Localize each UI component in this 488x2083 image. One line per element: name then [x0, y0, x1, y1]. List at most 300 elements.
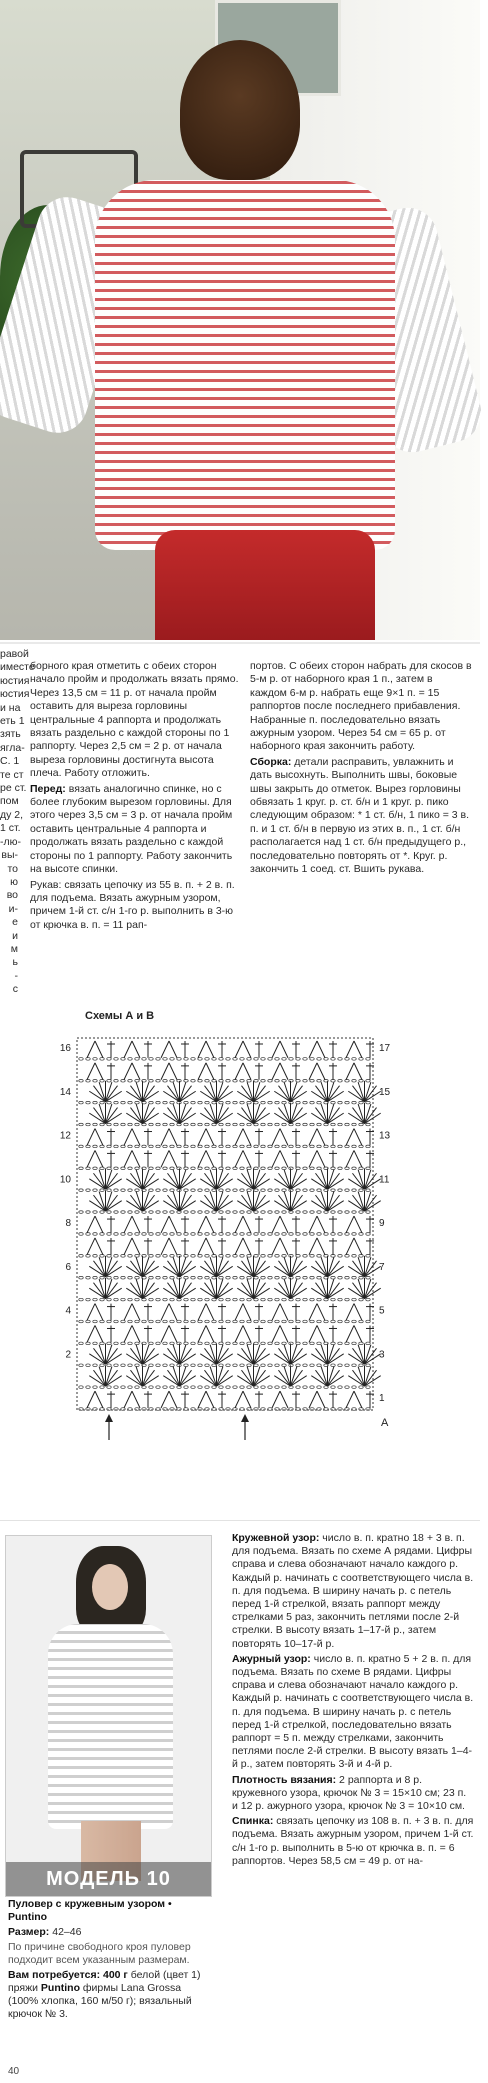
chain-stitch-mark — [331, 1145, 335, 1148]
v-stitch-mark — [309, 1304, 317, 1321]
chain-stitch-mark — [352, 1145, 356, 1148]
chain-stitch-mark — [240, 1145, 244, 1148]
chain-stitch-mark — [86, 1123, 90, 1126]
fan-stitch-mark — [278, 1283, 290, 1299]
chain-stitch-mark — [366, 1211, 370, 1214]
v-stitch-mark — [272, 1150, 280, 1167]
chain-stitch-mark — [366, 1320, 370, 1323]
fan-stitch-mark — [365, 1283, 377, 1299]
v-stitch-mark — [317, 1238, 325, 1255]
chain-stitch-mark — [184, 1298, 188, 1301]
fan-stitch-mark — [93, 1086, 105, 1102]
fan-stitch-mark — [93, 1348, 105, 1364]
fan-stitch-mark — [365, 1370, 377, 1386]
fan-stitch-mark — [352, 1370, 364, 1386]
chain-stitch-mark — [135, 1364, 139, 1367]
chain-stitch-mark — [121, 1101, 125, 1104]
fan-stitch-mark — [143, 1283, 155, 1299]
chain-stitch-mark — [198, 1364, 202, 1367]
v-stitch-mark — [198, 1304, 206, 1321]
chain-stitch-mark — [163, 1320, 167, 1323]
fan-stitch-mark — [328, 1173, 340, 1189]
chain-stitch-mark — [135, 1255, 139, 1258]
v-stitch-mark — [235, 1391, 243, 1408]
chain-stitch-mark — [324, 1255, 328, 1258]
fan-stitch-mark — [93, 1283, 105, 1299]
chain-stitch-mark — [212, 1079, 216, 1082]
chain-stitch-mark — [310, 1145, 314, 1148]
chain-stitch-mark — [142, 1189, 146, 1192]
fan-stitch-mark — [180, 1283, 192, 1299]
chain-stitch-mark — [191, 1342, 195, 1345]
fan-stitch-mark — [217, 1173, 229, 1189]
chain-stitch-mark — [142, 1167, 146, 1170]
chain-stitch-mark — [366, 1276, 370, 1279]
chain-stitch-mark — [254, 1276, 258, 1279]
chain-stitch-mark — [345, 1167, 349, 1170]
chain-stitch-mark — [261, 1145, 265, 1148]
chain-stitch-mark — [331, 1079, 335, 1082]
model-hair — [180, 40, 300, 180]
fan-stitch-mark — [130, 1086, 142, 1102]
chain-stitch-mark — [282, 1145, 286, 1148]
v-stitch-mark — [132, 1063, 140, 1080]
chain-stitch-mark — [345, 1255, 349, 1258]
chain-stitch-mark — [212, 1211, 216, 1214]
v-stitch-mark — [198, 1063, 206, 1080]
v-stitch-mark — [161, 1325, 169, 1342]
chain-stitch-mark — [261, 1101, 265, 1104]
chain-stitch-mark — [352, 1189, 356, 1192]
back-piece-text: связать цепочку из 108 в. п. + 3 в. п. для подъема. Вязать ажурным узором, причем 1-й ст. с/н 1-го р. выполнить в 5-ю от крючка в. п. = 6 раппортов. Через 58,5 см = 49 р. от на- — [232, 1815, 474, 1867]
repeat-arrowhead — [241, 1414, 249, 1422]
chain-stitch-mark — [212, 1145, 216, 1148]
v-stitch-mark — [272, 1129, 280, 1146]
fan-stitch-mark — [180, 1370, 192, 1386]
chain-stitch-mark — [275, 1276, 279, 1279]
chain-stitch-mark — [310, 1058, 314, 1061]
fan-stitch-mark — [291, 1108, 303, 1124]
gauge-label: Плотность вязания: — [232, 1773, 337, 1786]
chain-stitch-mark — [240, 1101, 244, 1104]
cropped-fragment: юстия — [0, 688, 30, 701]
chain-stitch-mark — [289, 1233, 293, 1236]
chain-stitch-mark — [86, 1145, 90, 1148]
fan-stitch-mark — [278, 1348, 290, 1364]
fan-stitch-mark — [167, 1195, 179, 1211]
v-stitch-mark — [346, 1063, 354, 1080]
fan-stitch-mark — [241, 1195, 253, 1211]
chain-stitch-mark — [338, 1101, 342, 1104]
chain-stitch-mark — [198, 1101, 202, 1104]
chain-stitch-mark — [240, 1167, 244, 1170]
v-stitch-mark — [317, 1304, 325, 1321]
chain-stitch-mark — [163, 1364, 167, 1367]
v-stitch-mark — [169, 1391, 177, 1408]
stitch-instructions — [232, 1532, 474, 1870]
chain-stitch-mark — [317, 1342, 321, 1345]
v-stitch-mark — [169, 1325, 177, 1342]
chain-stitch-mark — [191, 1189, 195, 1192]
chain-stitch-mark — [142, 1123, 146, 1126]
chain-stitch-mark — [135, 1123, 139, 1126]
chain-stitch-mark — [107, 1167, 111, 1170]
chain-stitch-mark — [331, 1255, 335, 1258]
chain-stitch-mark — [156, 1408, 160, 1411]
chain-stitch-mark — [303, 1342, 307, 1345]
chain-stitch-mark — [100, 1408, 104, 1411]
chain-stitch-mark — [345, 1386, 349, 1389]
row-number-left: 8 — [65, 1218, 71, 1230]
chain-stitch-mark — [191, 1058, 195, 1061]
v-stitch-mark — [243, 1238, 251, 1255]
chain-stitch-mark — [359, 1079, 363, 1082]
fan-stitch-mark — [328, 1283, 340, 1299]
chain-stitch-mark — [261, 1255, 265, 1258]
chain-stitch-mark — [226, 1189, 230, 1192]
chain-stitch-mark — [156, 1211, 160, 1214]
chain-stitch-mark — [93, 1101, 97, 1104]
chain-stitch-mark — [352, 1320, 356, 1323]
chain-stitch-mark — [296, 1123, 300, 1126]
chain-stitch-mark — [303, 1058, 307, 1061]
chain-stitch-mark — [254, 1211, 258, 1214]
v-stitch-mark — [272, 1041, 280, 1058]
chain-stitch-mark — [177, 1145, 181, 1148]
chain-stitch-mark — [233, 1211, 237, 1214]
chain-stitch-mark — [219, 1167, 223, 1170]
fan-stitch-mark — [352, 1195, 364, 1211]
v-stitch-mark — [309, 1041, 317, 1058]
chain-stitch-mark — [86, 1167, 90, 1170]
v-stitch-mark — [198, 1041, 206, 1058]
chain-stitch-mark — [107, 1101, 111, 1104]
fan-stitch-mark — [167, 1348, 179, 1364]
chain-stitch-mark — [156, 1145, 160, 1148]
chain-stitch-mark — [219, 1255, 223, 1258]
chain-stitch-mark — [93, 1233, 97, 1236]
cropped-fragment: ду 2, — [0, 808, 24, 821]
fan-stitch-mark — [254, 1108, 266, 1124]
chain-stitch-mark — [93, 1255, 97, 1258]
chain-stitch-mark — [198, 1276, 202, 1279]
v-stitch-mark — [354, 1150, 362, 1167]
chain-stitch-mark — [219, 1364, 223, 1367]
v-stitch-mark — [243, 1041, 251, 1058]
chain-stitch-mark — [240, 1255, 244, 1258]
fan-stitch-mark — [291, 1086, 303, 1102]
chain-stitch-mark — [261, 1364, 265, 1367]
chain-stitch-mark — [261, 1079, 265, 1082]
chain-stitch-mark — [205, 1342, 209, 1345]
chain-stitch-mark — [156, 1342, 160, 1345]
chain-stitch-mark — [93, 1320, 97, 1323]
v-stitch-mark — [124, 1041, 132, 1058]
assembly-label: Сборка: — [250, 755, 292, 768]
chain-stitch-mark — [240, 1386, 244, 1389]
v-stitch-mark — [354, 1325, 362, 1342]
chain-stitch-mark — [317, 1079, 321, 1082]
chain-stitch-mark — [128, 1276, 132, 1279]
chain-stitch-mark — [254, 1386, 258, 1389]
chain-stitch-mark — [240, 1211, 244, 1214]
fan-stitch-mark — [204, 1261, 216, 1277]
fan-stitch-mark — [167, 1086, 179, 1102]
chain-stitch-mark — [359, 1145, 363, 1148]
chain-stitch-mark — [352, 1276, 356, 1279]
chain-stitch-mark — [163, 1189, 167, 1192]
cropped-fragment: -лю- — [0, 835, 21, 848]
fan-stitch-mark — [254, 1173, 266, 1189]
chain-stitch-mark — [345, 1058, 349, 1061]
chain-stitch-mark — [177, 1233, 181, 1236]
size-line — [8, 1926, 213, 1939]
chain-stitch-mark — [324, 1233, 328, 1236]
divider — [0, 1520, 480, 1521]
chain-stitch-mark — [149, 1255, 153, 1258]
chain-stitch-mark — [310, 1079, 314, 1082]
fan-stitch-mark — [241, 1261, 253, 1277]
v-stitch-mark — [243, 1304, 251, 1321]
chain-stitch-mark — [345, 1320, 349, 1323]
chain-stitch-mark — [142, 1320, 146, 1323]
v-stitch-mark — [161, 1063, 169, 1080]
fan-stitch-mark — [93, 1370, 105, 1386]
v-stitch-mark — [309, 1238, 317, 1255]
chain-stitch-mark — [261, 1276, 265, 1279]
chain-stitch-mark — [254, 1364, 258, 1367]
pattern-title — [8, 1898, 213, 1924]
fan-stitch-mark — [328, 1261, 340, 1277]
chain-stitch-mark — [205, 1276, 209, 1279]
chain-stitch-mark — [317, 1276, 321, 1279]
chain-stitch-mark — [212, 1101, 216, 1104]
v-stitch-mark — [95, 1129, 103, 1146]
chain-stitch-mark — [233, 1298, 237, 1301]
chain-stitch-mark — [184, 1189, 188, 1192]
chain-stitch-mark — [170, 1101, 174, 1104]
fan-stitch-mark — [352, 1261, 364, 1277]
chain-stitch-mark — [135, 1342, 139, 1345]
chain-stitch-mark — [317, 1123, 321, 1126]
chain-stitch-mark — [107, 1298, 111, 1301]
chain-stitch-mark — [79, 1101, 83, 1104]
chain-stitch-mark — [121, 1233, 125, 1236]
v-stitch-mark — [95, 1238, 103, 1255]
fan-stitch-mark — [365, 1086, 377, 1102]
paragraph-sleeve-continued: портов. С обеих сторон набрать для скосов в 5-м р. от наборного края 1 п., затем в каждом 6-м р. набрать еще 9×1 п. = 15 раппортов после последнего прибавления. Набранные п. последовательно вязать ажурным узором. Через 54 см = 65 р. от наборного края закончить работу. — [250, 660, 472, 753]
chain-stitch-mark — [170, 1167, 174, 1170]
v-stitch-mark — [198, 1325, 206, 1342]
chain-stitch-mark — [163, 1123, 167, 1126]
v-stitch-mark — [87, 1304, 95, 1321]
chain-stitch-mark — [331, 1386, 335, 1389]
chain-stitch-mark — [170, 1364, 174, 1367]
v-stitch-mark — [169, 1129, 177, 1146]
chain-stitch-mark — [93, 1276, 97, 1279]
size-note: По причине свободного кроя пуловер подходит всем указанным размерам. — [8, 1941, 191, 1966]
chain-stitch-mark — [233, 1233, 237, 1236]
chain-stitch-mark — [352, 1211, 356, 1214]
chain-stitch-mark — [303, 1386, 307, 1389]
chain-stitch-mark — [338, 1145, 342, 1148]
chain-stitch-mark — [282, 1189, 286, 1192]
chain-stitch-mark — [282, 1298, 286, 1301]
chain-stitch-mark — [121, 1189, 125, 1192]
chain-stitch-mark — [275, 1255, 279, 1258]
fan-stitch-mark — [106, 1195, 118, 1211]
chain-stitch-mark — [114, 1233, 118, 1236]
chain-stitch-mark — [86, 1189, 90, 1192]
cropped-fragment: во — [6, 889, 18, 902]
divider — [0, 642, 480, 644]
v-stitch-mark — [95, 1150, 103, 1167]
gauge-text: 2 раппорта и 8 р. кружевного узора, крючок № 3 = 15×10 см; 23 п. и 12 р. ажурного узора, крючок № 3 = 10×10 см. — [232, 1773, 467, 1813]
chain-stitch-mark — [359, 1123, 363, 1126]
chain-stitch-mark — [128, 1255, 132, 1258]
chain-stitch-mark — [100, 1079, 104, 1082]
front-text: вязать аналогично спинке, но с более глубоким вырезом горловины. Для этого через 3,5 см = 3 р. от начала пройм оставить центральные 4 раппорта и продолжать вязать раздельно с каждой стороны по 1 раппорту. Работу закончить на высоте спинки. — [30, 782, 233, 876]
chain-stitch-mark — [128, 1320, 132, 1323]
chain-stitch-mark — [296, 1189, 300, 1192]
chain-stitch-mark — [156, 1298, 160, 1301]
chain-stitch-mark — [135, 1189, 139, 1192]
fan-stitch-mark — [278, 1108, 290, 1124]
fan-stitch-mark — [278, 1173, 290, 1189]
chain-stitch-mark — [100, 1342, 104, 1345]
cropped-fragment: юстия — [0, 674, 30, 687]
chain-stitch-mark — [114, 1101, 118, 1104]
v-stitch-mark — [235, 1304, 243, 1321]
chain-stitch-mark — [303, 1167, 307, 1170]
chain-stitch-mark — [275, 1079, 279, 1082]
chain-stitch-mark — [331, 1101, 335, 1104]
cropped-fragment: и- — [8, 902, 18, 915]
row-number-left: 2 — [65, 1349, 71, 1361]
chain-stitch-mark — [317, 1145, 321, 1148]
chain-stitch-mark — [93, 1079, 97, 1082]
fan-stitch-mark — [180, 1195, 192, 1211]
chain-stitch-mark — [226, 1079, 230, 1082]
v-stitch-mark — [87, 1238, 95, 1255]
chain-stitch-mark — [366, 1145, 370, 1148]
chain-stitch-mark — [331, 1058, 335, 1061]
chain-stitch-mark — [184, 1276, 188, 1279]
chain-stitch-mark — [310, 1320, 314, 1323]
chain-stitch-mark — [331, 1276, 335, 1279]
chain-stitch-mark — [366, 1364, 370, 1367]
chain-stitch-mark — [205, 1386, 209, 1389]
chain-stitch-mark — [303, 1298, 307, 1301]
chain-stitch-mark — [212, 1408, 216, 1411]
row-number-left: 12 — [59, 1130, 71, 1142]
v-stitch-mark — [317, 1063, 325, 1080]
chain-stitch-mark — [79, 1342, 83, 1345]
fan-stitch-mark — [106, 1348, 118, 1364]
chain-stitch-mark — [359, 1211, 363, 1214]
chain-stitch-mark — [163, 1342, 167, 1345]
chain-stitch-mark — [93, 1145, 97, 1148]
v-stitch-mark — [309, 1325, 317, 1342]
chain-stitch-mark — [345, 1276, 349, 1279]
chain-stitch-mark — [219, 1320, 223, 1323]
chain-stitch-mark — [198, 1189, 202, 1192]
chain-stitch-mark — [93, 1211, 97, 1214]
chain-stitch-mark — [128, 1079, 132, 1082]
chain-stitch-mark — [219, 1386, 223, 1389]
chain-stitch-mark — [275, 1364, 279, 1367]
v-stitch-mark — [206, 1150, 214, 1167]
chain-stitch-mark — [289, 1145, 293, 1148]
fan-stitch-mark — [328, 1195, 340, 1211]
v-stitch-mark — [161, 1304, 169, 1321]
chain-stitch-mark — [121, 1167, 125, 1170]
chain-stitch-mark — [310, 1386, 314, 1389]
v-stitch-mark — [235, 1325, 243, 1342]
chain-stitch-mark — [191, 1298, 195, 1301]
chain-stitch-mark — [212, 1058, 216, 1061]
chain-stitch-mark — [338, 1079, 342, 1082]
cropped-fragment: и на — [0, 701, 21, 714]
chain-stitch-mark — [135, 1386, 139, 1389]
fan-stitch-mark — [217, 1086, 229, 1102]
chain-stitch-mark — [317, 1233, 321, 1236]
chain-stitch-mark — [254, 1298, 258, 1301]
v-stitch-mark — [161, 1238, 169, 1255]
cropped-fragment: то — [7, 862, 18, 875]
yarn-brand: Puntino — [40, 1982, 80, 1994]
chain-stitch-mark — [366, 1255, 370, 1258]
fan-stitch-mark — [241, 1283, 253, 1299]
chain-stitch-mark — [163, 1276, 167, 1279]
v-stitch-mark — [95, 1063, 103, 1080]
chain-stitch-mark — [163, 1058, 167, 1061]
chain-stitch-mark — [135, 1298, 139, 1301]
chain-stitch-mark — [128, 1342, 132, 1345]
fan-stitch-mark — [130, 1283, 142, 1299]
v-stitch-mark — [309, 1216, 317, 1233]
chain-stitch-mark — [261, 1320, 265, 1323]
cropped-fragment: С. 1 — [0, 755, 20, 768]
chain-stitch-mark — [114, 1145, 118, 1148]
chain-stitch-mark — [226, 1123, 230, 1126]
fan-stitch-mark — [365, 1195, 377, 1211]
fan-stitch-mark — [315, 1283, 327, 1299]
chain-stitch-mark — [359, 1101, 363, 1104]
fan-stitch-mark — [167, 1261, 179, 1277]
chain-stitch-mark — [79, 1233, 83, 1236]
chain-stitch-mark — [310, 1189, 314, 1192]
chain-stitch-mark — [219, 1233, 223, 1236]
chain-stitch-mark — [345, 1101, 349, 1104]
chain-stitch-mark — [324, 1298, 328, 1301]
chain-stitch-mark — [107, 1233, 111, 1236]
chain-stitch-mark — [205, 1079, 209, 1082]
fan-stitch-mark — [328, 1348, 340, 1364]
chain-stitch-mark — [247, 1123, 251, 1126]
chain-stitch-mark — [303, 1320, 307, 1323]
chain-stitch-mark — [191, 1145, 195, 1148]
v-stitch-mark — [198, 1391, 206, 1408]
size-label: Размер: — [8, 1926, 50, 1938]
chain-stitch-mark — [310, 1298, 314, 1301]
cropped-fragment: 1 ст. — [0, 822, 21, 835]
chain-stitch-mark — [149, 1320, 153, 1323]
chain-stitch-mark — [296, 1101, 300, 1104]
chain-stitch-mark — [135, 1145, 139, 1148]
chain-stitch-mark — [338, 1058, 342, 1061]
fan-stitch-mark — [291, 1195, 303, 1211]
